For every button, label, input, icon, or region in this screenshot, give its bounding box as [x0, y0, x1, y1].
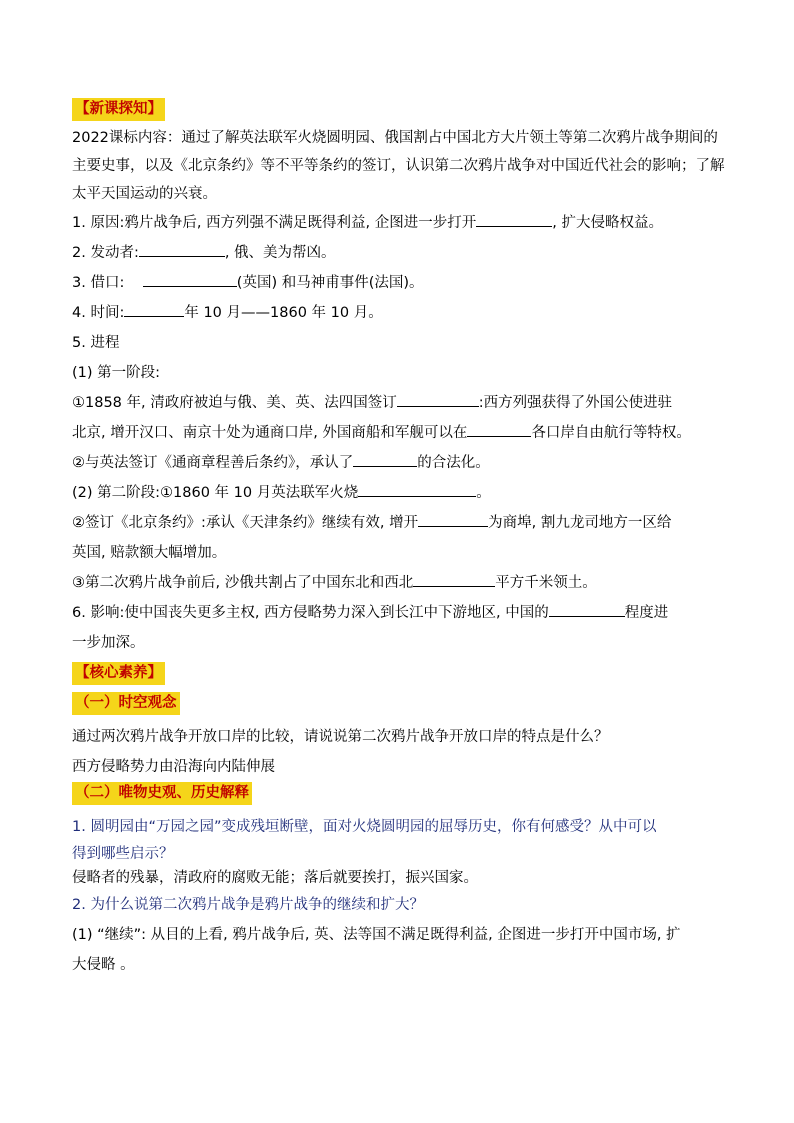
fill-blank[interactable]	[467, 422, 531, 437]
item-time: 4. 时间: 年 10 月——1860 年 10 月。	[72, 298, 732, 328]
subheading-spacetime: （一）时空观念	[72, 692, 180, 715]
fill-blank[interactable]	[353, 452, 417, 467]
stage-one-point-1: ①1858 年, 清政府被迫与俄、美、英、法四国签订 :西方列强获得了外国公使进驻	[72, 388, 732, 418]
item-pretext: 3. 借口: (英国) 和马神甫事件(法国)。	[72, 268, 732, 298]
answer-continuation-cont: 大侵略 。	[72, 957, 135, 973]
question-ports: 通过两次鸦片战争开放口岸的比较，请说说第二次鸦片战争开放口岸的特点是什么？	[72, 729, 609, 745]
curriculum-text: 2022课标内容：通过了解英法联军火烧圆明园、俄国割占中国北方大片领土等第二次鸦片战争期间的主要史事，以及《北京条约》等不平等条约的签订，认识第二次鸦片战争对中国近代社会的影响；了解太平天国运动的兴衰。	[72, 130, 725, 202]
item-impact-cont: 一步加深。	[72, 635, 145, 651]
item-impact: 6. 影响:使中国丧失更多主权, 西方侵略势力深入到长江中下游地区, 中国的 程度进	[72, 598, 732, 628]
stage-two-point-2-cont: 英国, 赔款额大幅增加。	[72, 545, 227, 561]
item-process: 5. 进程	[72, 335, 120, 351]
question-yuanmingyuan-cont: 得到哪些启示？	[72, 846, 174, 862]
fill-blank[interactable]	[143, 272, 237, 287]
answer-continuation: (1) “继续”: 从目的上看, 鸦片战争后, 英、法等国不满足既得利益, 企图进一步打开中国市场, 扩	[72, 927, 681, 943]
stage-one-heading: (1) 第一阶段:	[72, 365, 161, 381]
document-page	[72, 98, 732, 980]
question-yuanmingyuan: 1. 圆明园由“万园之园”变成残垣断壁，面对火烧圆明园的屈辱历史，你有何感受？从中可以	[72, 819, 657, 835]
section-tag-new-lesson: 【新课探知】	[72, 98, 165, 121]
fill-blank[interactable]	[476, 212, 552, 227]
stage-one-point-1-cont: 北京, 增开汉口、南京十处为通商口岸, 外国商船和军舰可以在 各口岸自由航行等特权。	[72, 418, 732, 448]
fill-blank[interactable]	[397, 392, 479, 407]
answer-ports: 西方侵略势力由沿海向内陆伸展	[72, 759, 275, 775]
stage-two-point-2: ②签订《北京条约》:承认《天津条约》继续有效, 增开 为商埠, 割九龙司地方一区给	[72, 508, 732, 538]
fill-blank[interactable]	[413, 572, 495, 587]
question-continuation: 2. 为什么说第二次鸦片战争是鸦片战争的继续和扩大？	[72, 897, 424, 913]
stage-two-point-1: (2) 第二阶段:①1860 年 10 月英法联军火烧 。	[72, 478, 732, 508]
stage-one-point-2: ②与英法签订《通商章程善后条约》，承认了 的合法化。	[72, 448, 732, 478]
fill-blank[interactable]	[549, 602, 625, 617]
fill-blank[interactable]	[124, 302, 184, 317]
answer-yuanmingyuan: 侵略者的残暴，清政府的腐败无能；落后就要挨打，振兴国家。	[72, 870, 478, 886]
fill-blank[interactable]	[139, 242, 225, 257]
item-initiator: 2. 发动者: , 俄、美为帮凶。	[72, 238, 732, 268]
fill-blank[interactable]	[418, 512, 488, 527]
fill-blank[interactable]	[358, 482, 476, 497]
subheading-materialism: （二）唯物史观、历史解释	[72, 782, 252, 805]
stage-two-point-3: ③第二次鸦片战争前后, 沙俄共割占了中国东北和西北 平方千米领土。	[72, 568, 732, 598]
item-cause: 1. 原因:鸦片战争后, 西方列强不满足既得利益, 企图进一步打开 , 扩大侵略权益。	[72, 208, 732, 238]
section-tag-core-literacy: 【核心素养】	[72, 662, 165, 685]
